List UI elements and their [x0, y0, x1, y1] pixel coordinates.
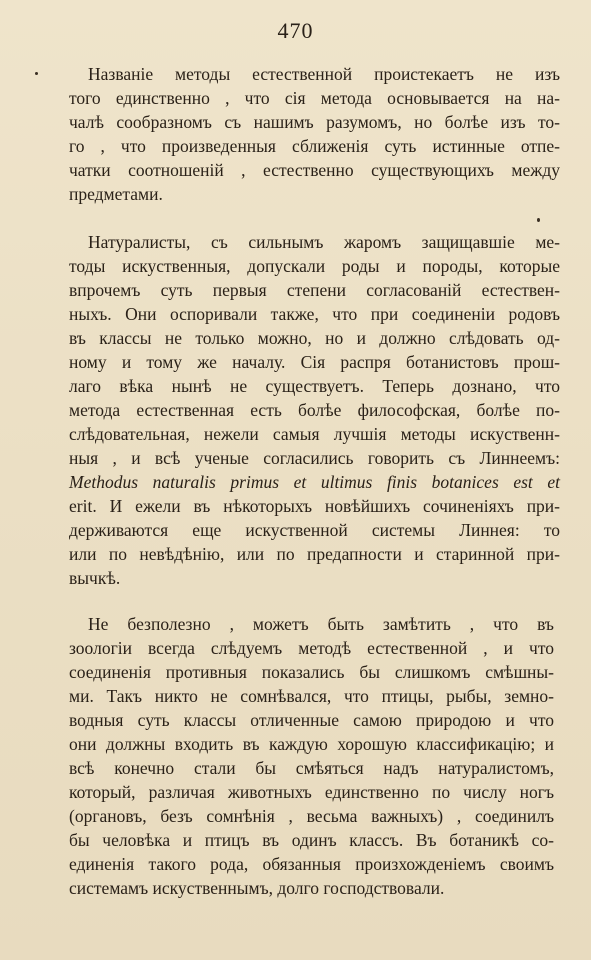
paragraph-2-line-14: или по невѣдѣнію, или по предапности и старинной при-	[69, 544, 560, 564]
paragraph-1-line-6: предметами.	[69, 184, 163, 204]
paragraph-1-line-4: го , что произведенныя сближенія суть истинные отпе-	[69, 136, 560, 156]
paragraph-2-line-6: ному и тому же началу. Сія распря ботанистовъ прош-	[69, 352, 560, 372]
paragraph-3-line-2: зоологіи всегда слѣдуемъ методѣ естественной , и что	[69, 638, 554, 658]
paragraph-2-line-8: метода естественная есть болѣе философская, болѣе по-	[69, 400, 560, 420]
paragraph-1-line-5: чатки соотношеній , естественно существующихъ между	[69, 160, 560, 180]
paragraph-2-line-11-latin: Methodus naturalis primus et ultimus finis botanices est et	[69, 472, 560, 492]
paragraph-2-line-4: ныхъ. Они оспоривали также, что при соединеніи родовъ	[69, 304, 560, 324]
paragraph-2-line-7: лаго вѣка нынѣ не существуетъ. Теперь дознано, что	[69, 376, 560, 396]
paragraph-3-line-11: единенія такого рода, обязанныя произхожденіемъ своимъ	[69, 854, 554, 874]
paragraph-2-line-2: тоды искуственныя, допускали роды и породы, которые	[69, 256, 560, 276]
paragraph-3-line-8: который, различая животныхъ единственно по числу ногъ	[69, 782, 554, 802]
paragraph-2-line-1: Натуралисты, съ сильнымъ жаромъ защищавшіе ме-	[88, 232, 560, 252]
paragraph-1-line-2: того единственно , что сія метода основывается на на-	[69, 88, 560, 108]
ink-speck	[35, 72, 38, 75]
paragraph-2-line-13: держиваются еще искуственной системы Линнея: то	[69, 520, 560, 540]
paragraph-2-line-12: erit. И ежели въ нѣкоторыхъ новѣйшихъ сочиненіяхъ при-	[69, 496, 560, 516]
paragraph-3-line-7: всѣ конечно стали бы смѣяться надъ натуралистомъ,	[69, 758, 554, 778]
paragraph-1-line-1: Названіе методы естественной проистекаетъ не изъ	[88, 64, 560, 84]
paragraph-3-line-6: они должны входить въ каждую хорошую классификацію; и	[69, 734, 554, 754]
paragraph-3-line-4: ми. Такъ никто не сомнѣвался, что птицы, рыбы, земно-	[69, 686, 554, 706]
paragraph-2-line-10: ныя , и всѣ ученые согласились говорить съ Линнеемъ:	[69, 448, 560, 468]
paragraph-3-line-9: (органовъ, безъ сомнѣнія , весьма важныхъ) , соединилъ	[69, 806, 554, 826]
paragraph-2-line-9: слѣдовательная, нежели самыя лучшія методы искуственн-	[69, 424, 560, 444]
paragraph-3-line-5: водныя суть классы отличенные самою природою и что	[69, 710, 554, 730]
paragraph-3-line-10: бы человѣка и птицъ въ одинъ классъ. Въ ботаникѣ со-	[69, 830, 554, 850]
paragraph-2-line-15: вычкѣ.	[69, 568, 121, 588]
paragraph-1-line-3: чалѣ сообразномъ съ нашимъ разумомъ, но болѣе изъ то-	[69, 112, 560, 132]
paragraph-2-line-5: въ классы не только можно, но и должно слѣдовать од-	[69, 328, 560, 348]
paragraph-3-line-3: соединенія противныя показались бы слишкомъ смѣшны-	[69, 662, 554, 682]
page-number: 470	[277, 18, 314, 43]
ink-speck	[537, 218, 540, 222]
paragraph-2-line-3: впрочемъ суть первыя степени согласованій естествен-	[69, 280, 560, 300]
paragraph-3-line-1: Не безполезно , можетъ быть замѣтить , что въ	[88, 614, 554, 634]
paragraph-3-line-12: системамъ искуственнымъ, долго господствовали.	[69, 878, 445, 898]
